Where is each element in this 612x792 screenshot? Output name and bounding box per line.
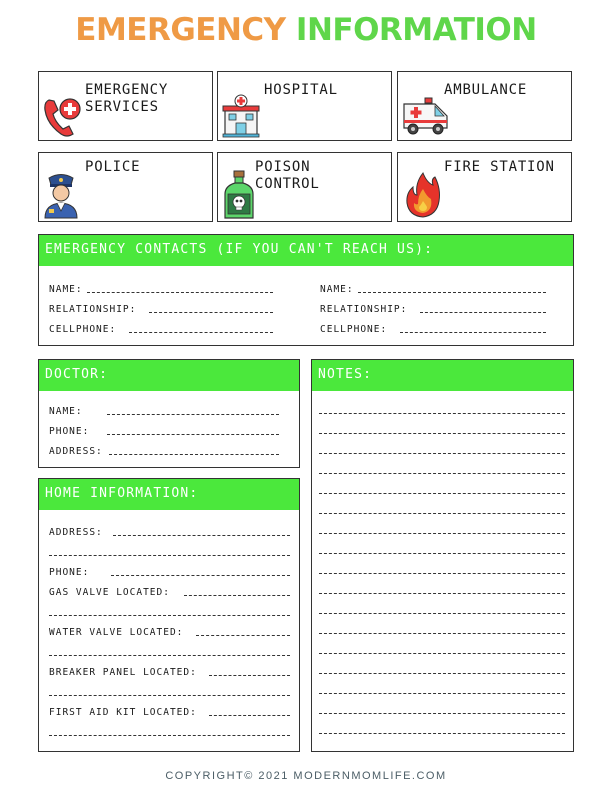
- home-address-line-2[interactable]: [49, 555, 290, 556]
- doctor-name-label: NAME:: [49, 406, 83, 417]
- breaker-panel-line[interactable]: [209, 675, 290, 676]
- notes-line[interactable]: [319, 613, 565, 614]
- notes-line[interactable]: [319, 653, 565, 654]
- notes-line[interactable]: [319, 633, 565, 634]
- service-label: HOSPITAL: [264, 82, 338, 98]
- home-information-section: [38, 478, 300, 752]
- service-label: FIRE STATION: [444, 159, 555, 175]
- home-phone-line[interactable]: [111, 575, 290, 576]
- contact-cellphone-line[interactable]: [400, 332, 546, 333]
- contact-cellphone-line[interactable]: [129, 332, 273, 333]
- section-title: DOCTOR:: [45, 367, 109, 382]
- contact-name-line[interactable]: [358, 292, 546, 293]
- notes-line[interactable]: [319, 693, 565, 694]
- service-label: POISON CONTROL: [255, 159, 320, 192]
- notes-line[interactable]: [319, 533, 565, 534]
- poison-bottle-icon: [223, 170, 255, 220]
- service-label: POLICE: [85, 159, 141, 175]
- home-address-label: ADDRESS:: [49, 527, 103, 538]
- contact-cellphone-label: CELLPHONE:: [49, 324, 117, 335]
- notes-line[interactable]: [319, 673, 565, 674]
- title-part-information: INFORMATION: [295, 12, 537, 48]
- contact-relationship-label: RELATIONSHIP:: [320, 304, 408, 315]
- first-aid-label: FIRST AID KIT LOCATED:: [49, 707, 197, 718]
- contact-name-label: NAME:: [49, 284, 83, 295]
- notes-line[interactable]: [319, 513, 565, 514]
- contact-name-line[interactable]: [87, 292, 273, 293]
- police-officer-icon: [43, 171, 79, 219]
- water-valve-label: WATER VALVE LOCATED:: [49, 627, 184, 638]
- gas-valve-label: GAS VALVE LOCATED:: [49, 587, 170, 598]
- doctor-address-label: ADDRESS:: [49, 446, 103, 457]
- phone-emergency-icon: [43, 96, 83, 138]
- section-title: NOTES:: [318, 367, 373, 382]
- hospital-box: [217, 71, 392, 141]
- notes-line[interactable]: [319, 573, 565, 574]
- hospital-icon: [222, 94, 260, 138]
- poison-control-box: [217, 152, 392, 222]
- emergency-contacts-section: [38, 234, 574, 346]
- emergency-services-box: [38, 71, 213, 141]
- copyright-footer: COPYRIGHT© 2021 MODERNMOMLIFE.COM: [165, 770, 447, 782]
- first-aid-line-2[interactable]: [49, 735, 290, 736]
- notes-line[interactable]: [319, 733, 565, 734]
- home-phone-label: PHONE:: [49, 567, 90, 578]
- contact-name-label: NAME:: [320, 284, 354, 295]
- notes-line[interactable]: [319, 493, 565, 494]
- water-valve-line-2[interactable]: [49, 655, 290, 656]
- notes-line[interactable]: [319, 553, 565, 554]
- doctor-phone-label: PHONE:: [49, 426, 90, 437]
- gas-valve-line-2[interactable]: [49, 615, 290, 616]
- breaker-panel-label: BREAKER PANEL LOCATED:: [49, 667, 197, 678]
- section-header: [39, 235, 573, 266]
- contact-relationship-label: RELATIONSHIP:: [49, 304, 137, 315]
- breaker-panel-line-2[interactable]: [49, 695, 290, 696]
- contact-cellphone-label: CELLPHONE:: [320, 324, 388, 335]
- fire-station-box: [397, 152, 572, 222]
- doctor-name-line[interactable]: [107, 414, 279, 415]
- gas-valve-line[interactable]: [184, 595, 290, 596]
- doctor-address-line[interactable]: [109, 454, 279, 455]
- doctor-section: [38, 359, 300, 468]
- section-title: HOME INFORMATION:: [45, 486, 199, 501]
- section-header: [39, 360, 299, 391]
- water-valve-line[interactable]: [196, 635, 290, 636]
- doctor-phone-line[interactable]: [107, 434, 279, 435]
- page-title: [0, 12, 612, 48]
- notes-line[interactable]: [319, 433, 565, 434]
- notes-section: [311, 359, 574, 752]
- first-aid-line[interactable]: [209, 715, 290, 716]
- section-title: EMERGENCY CONTACTS (IF YOU CAN'T REACH US):: [45, 242, 434, 257]
- fire-icon: [403, 171, 443, 219]
- title-part-emergency: EMERGENCY: [75, 12, 286, 48]
- ambulance-icon: [401, 96, 453, 136]
- section-header: [312, 360, 573, 391]
- notes-line[interactable]: [319, 713, 565, 714]
- section-header: [39, 479, 299, 510]
- police-box: [38, 152, 213, 222]
- contact-relationship-line[interactable]: [420, 312, 546, 313]
- home-address-line[interactable]: [113, 535, 290, 536]
- notes-line[interactable]: [319, 473, 565, 474]
- service-label: AMBULANCE: [444, 82, 528, 98]
- service-label: EMERGENCY SERVICES: [85, 82, 169, 115]
- contact-relationship-line[interactable]: [149, 312, 273, 313]
- ambulance-box: [397, 71, 572, 141]
- notes-line[interactable]: [319, 593, 565, 594]
- notes-line[interactable]: [319, 413, 565, 414]
- notes-line[interactable]: [319, 453, 565, 454]
